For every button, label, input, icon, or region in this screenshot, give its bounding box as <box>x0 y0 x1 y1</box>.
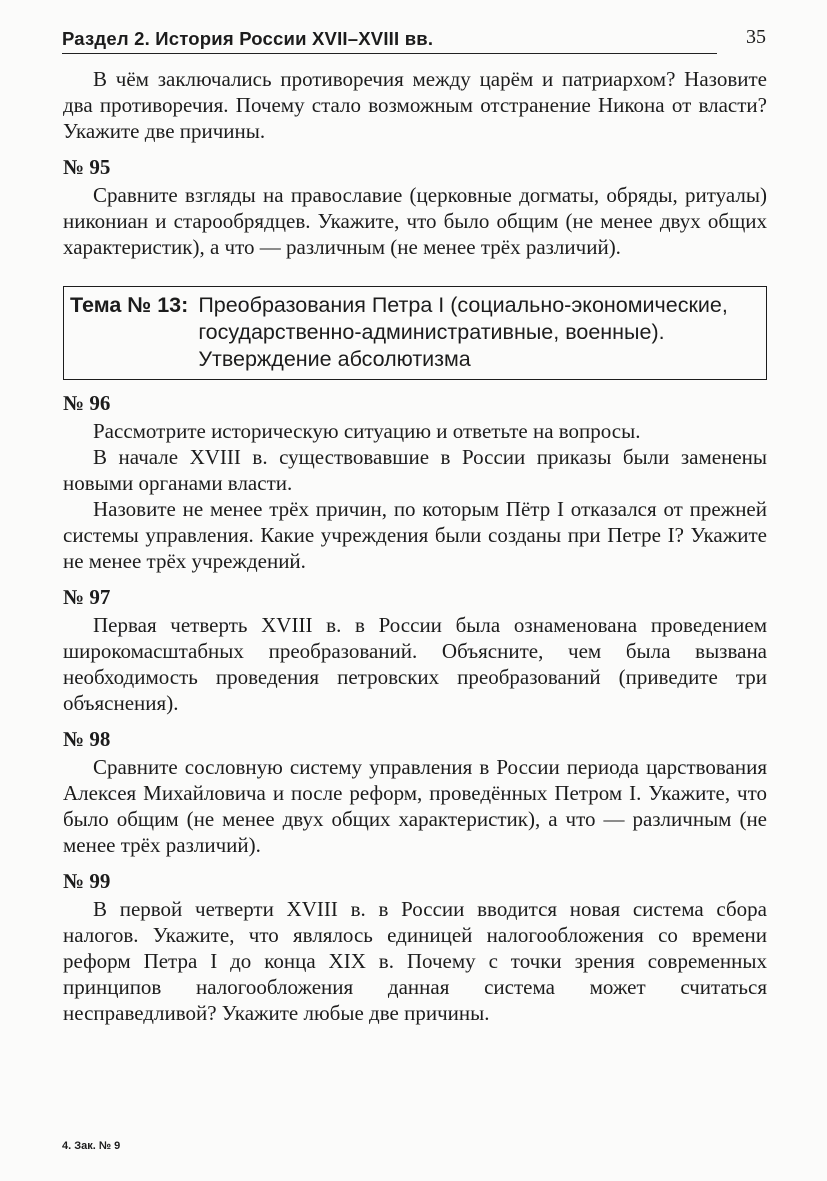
section-title: Раздел 2. История России XVII–XVIII вв. <box>62 28 434 49</box>
task-99-text: В первой четверти XVIII в. в России вводится новая система сбора налогов. Укажите, что являлось единицей налогообложения со времени реформ Петра I до конца XIX в. Почему с точки зрения современных принципов налогообложения данная система может считаться несправедливой? Укажите любые две причины. <box>63 897 767 1025</box>
topic-box <box>63 286 767 380</box>
page-content <box>63 66 767 1026</box>
task-98-number: № 98 <box>63 727 111 751</box>
task-95-number: № 95 <box>63 155 111 179</box>
page-header <box>62 26 766 54</box>
topic-title: Преобразования Петра I (социально-экономические, государственно-административные, военные). Утверждение абсолютизма <box>198 293 728 371</box>
task-98-text: Сравните сословную систему управления в России периода царствования Алексея Михайловича и после реформ, проведённых Петром I. Укажите, что было общим (не менее двух общих характеристик), а что — различным (не менее трёх различий). <box>63 755 767 857</box>
task-96-paragraph-2: В начале XVIII в. существовавшие в России приказы были заменены новыми органами власти. <box>63 445 767 495</box>
task-99-number: № 99 <box>63 869 111 893</box>
task-96-paragraph-1: Рассмотрите историческую ситуацию и ответьте на вопросы. <box>93 419 641 443</box>
task-95-text: Сравните взгляды на православие (церковные догматы, обряды, ритуалы) никониан и старообрядцев. Укажите, что было общим (не менее двух общих характеристик), а что — различным (не менее трёх различий). <box>63 183 767 259</box>
intro-paragraph: В чём заключались противоречия между царём и патриархом? Назовите два противоречия. Почему стало возможным отстранение Никона от власти? Укажите две причины. <box>63 67 767 143</box>
page-number: 35 <box>746 26 766 48</box>
header-divider <box>62 53 717 54</box>
topic-label: Тема № 13: <box>70 293 189 317</box>
task-96-paragraph-3: Назовите не менее трёх причин, по которым Пётр I отказался от прежней системы управления. Какие учреждения были созданы при Петре I? Укажите не менее трёх учреждений. <box>63 497 767 573</box>
task-97-number: № 97 <box>63 585 111 609</box>
print-order-footer: 4. Зак. № 9 <box>62 1140 121 1152</box>
task-96-number: № 96 <box>63 391 111 415</box>
task-97-text: Первая четверть XVIII в. в России была ознаменована проведением широкомасштабных преобразований. Объясните, чем была вызвана необходимость проведения петровских преобразований (приведите три объяснения). <box>63 613 767 715</box>
